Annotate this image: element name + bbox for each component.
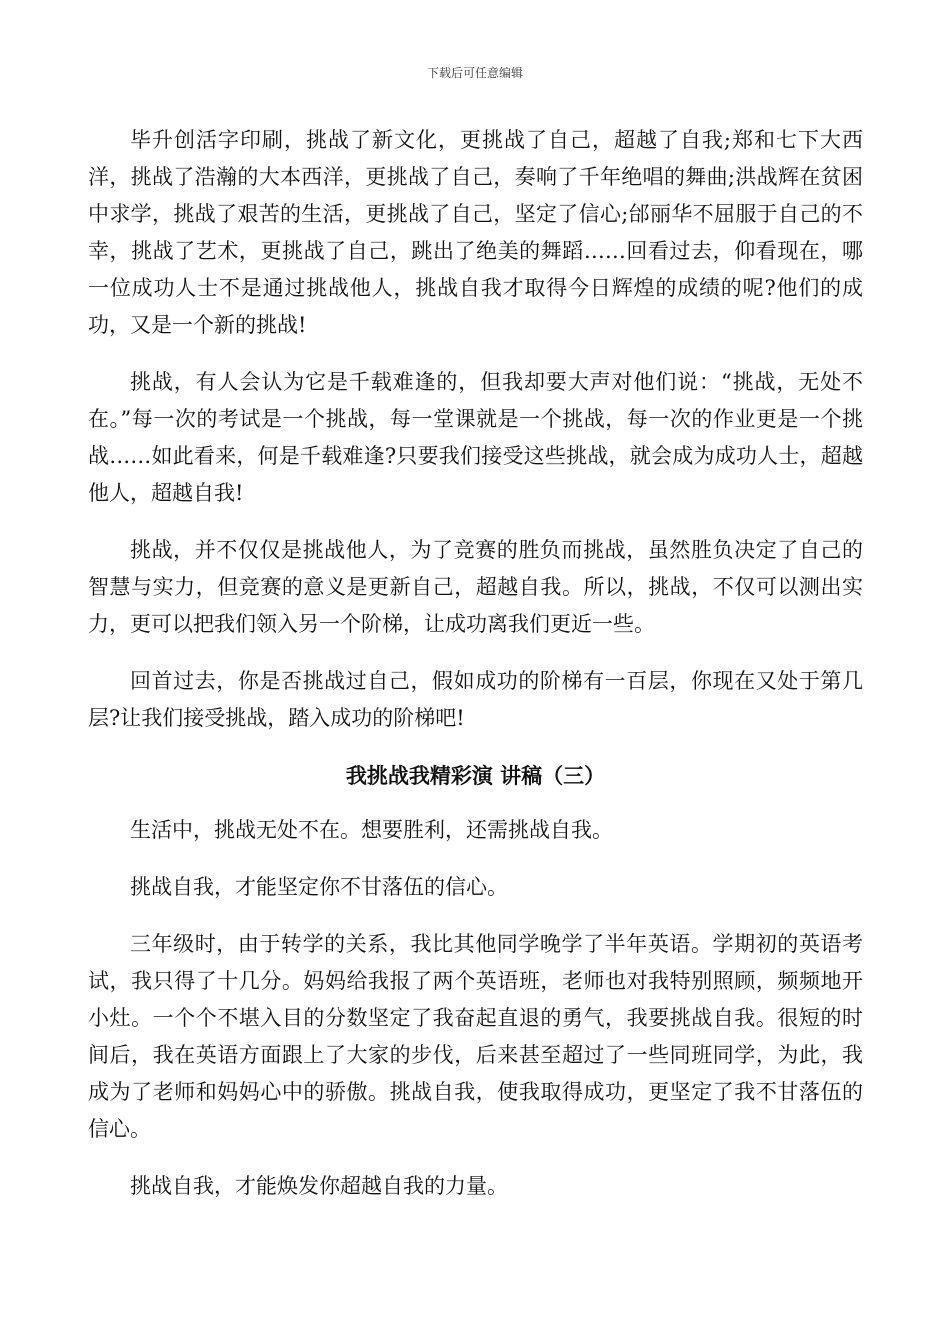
paragraph: 挑战自我，才能焕发你超越自我的力量。: [130, 1174, 508, 1198]
section-title: 我挑战我精彩演 讲稿（三）: [345, 763, 606, 788]
page-header: 下载后可任意编辑: [426, 66, 523, 80]
paragraph: 三年级时，由于转学的关系，我比其他同学晚学了半年英语。学期初的英语考试，我只得了十几分。妈妈给我报了两个英语班，老师也对我特别照顾，频频地开小灶。一个个不堪入目的分数坚定了我奋起直退的勇气，我要挑战自我。很短的时间后，我在英语方面跟上了大家的步伐，后来甚至超过了一些同班同学，为此，我成为了老师和妈妈心中的骄傲。挑战自我，使我取得成功，更坚定了我不甘落伍的信心。: [88, 932, 863, 1141]
paragraph: 挑战自我，才能坚定你不甘落伍的信心。: [130, 875, 508, 899]
document-body: [88, 122, 863, 1225]
paragraph: 毕升创活字印刷，挑战了新文化，更挑战了自己，超越了自我;郑和七下大西洋，挑战了浩瀚的大本西洋，更挑战了自己，奏响了千年绝唱的舞曲;洪战辉在贫困中求学，挑战了艰苦的生活，更挑战了自己，坚定了信心;邰丽华不屈服于自己的不幸，挑战了艺术，更挑战了自己，跳出了绝美的舞蹈……回看过去，仰看现在，哪一位成功人士不是通过挑战他人，挑战自我才取得今日辉煌的成绩的呢?他们的成功，又是一个新的挑战!: [88, 128, 863, 337]
paragraph: 挑战，有人会认为它是千载难逢的，但我却要大声对他们说：“挑战，无处不在。”每一次的考试是一个挑战，每一堂课就是一个挑战，每一次的作业更是一个挑战……如此看来，何是千载难逢?只要我们接受这些挑战，就会成为成功人士，超越他人，超越自我!: [88, 370, 863, 505]
paragraph: 回首过去，你是否挑战过自己，假如成功的阶梯有一百层，你现在又处于第几层?让我们接受挑战，踏入成功的阶梯吧!: [88, 669, 863, 730]
paragraph: 挑战，并不仅仅是挑战他人，为了竞赛的胜负而挑战，虽然胜负决定了自己的智慧与实力，但竞赛的意义是更新自己，超越自我。所以，挑战，不仅可以测出实力，更可以把我们领入另一个阶梯，让成功离我们更近一些。: [88, 538, 863, 636]
paragraph: 生活中，挑战无处不在。想要胜利，还需挑战自我。: [130, 818, 613, 842]
